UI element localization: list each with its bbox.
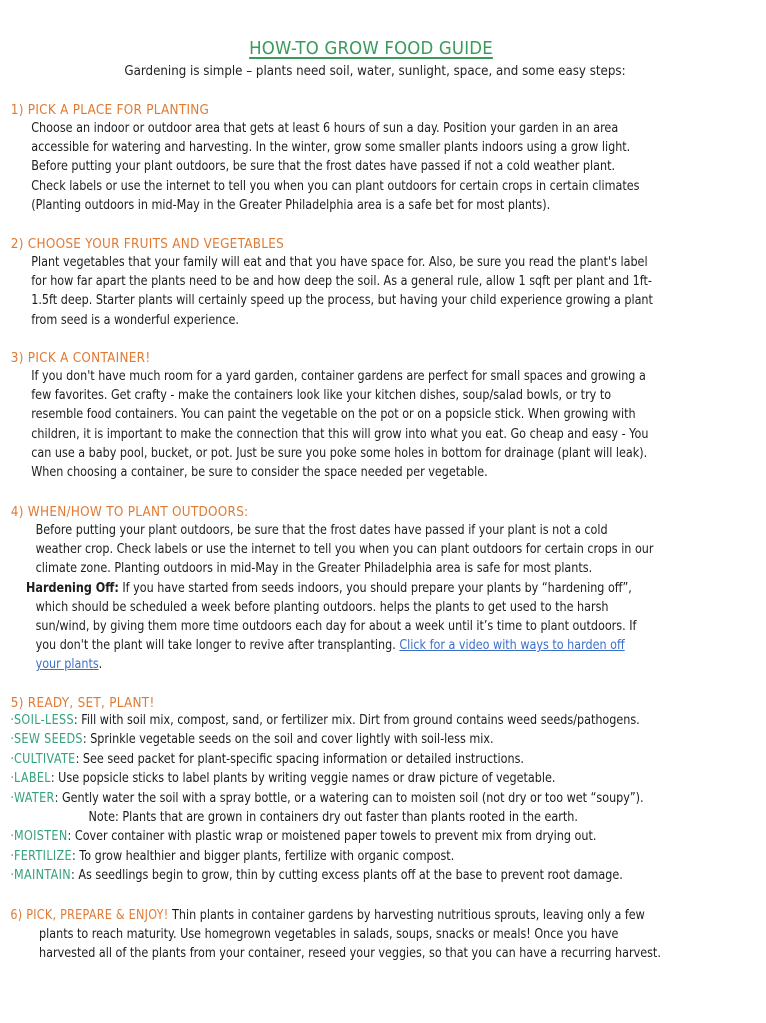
text-line: (Planting outdoors in mid-May in the Greater Philadelphia area is a safe bet for most plants).	[31, 197, 551, 213]
text-line: Check labels or use the internet to tell you when you can plant outdoors for certain crops in certain climates	[31, 178, 640, 194]
section-ready-set-plant	[0, 696, 766, 886]
text-line: If you don't have much room for a yard garden, container gardens are perfect for small spaces and growing a	[31, 369, 646, 384]
step-colon: :	[71, 868, 75, 884]
section-heading: 2) CHOOSE YOUR FRUITS AND VEGETABLES	[10, 237, 285, 252]
text-line: sun/wind, by giving them more time outdoors each day for about a week until it’s time to plant outdoors. If	[35, 619, 637, 635]
text-line: weather crop. Check labels or use the internet to tell you when you can plant outdoors for certain crops in our	[35, 542, 654, 558]
list-item-moisten	[0, 827, 757, 846]
harden-off-video-link[interactable]: Click for a video with ways to harden off	[399, 638, 625, 654]
list-item-sew-seeds	[0, 730, 757, 749]
text-line: children, it is important to make the connection that this will grow into what you eat. Go cheap and easy - You	[31, 426, 649, 442]
period: .	[98, 657, 103, 673]
steps-list	[0, 711, 766, 886]
section-choose-fruits-vegetables	[0, 237, 766, 330]
step-text: Use popsicle sticks to label plants by writing veggie names or draw picture of vegetable.	[54, 771, 556, 787]
text-line	[26, 579, 738, 598]
text-line: accessible for watering and harvesting. In the winter, grow some smaller plants indoors using a grow light.	[31, 140, 631, 156]
section-body	[0, 906, 722, 964]
section-heading: 3) PICK A CONTAINER!	[10, 351, 151, 366]
text-line: Before putting your plant outdoors, be sure that the frost dates have passed if not a cold weather plant.	[31, 159, 616, 175]
text-line: Before putting your plant outdoors, be sure that the frost dates have passed if your plant is not a cold	[35, 523, 608, 538]
text-line	[26, 636, 738, 655]
text-line	[10, 906, 722, 925]
step-text: Cover container with plastic wrap or moistened paper towels to prevent mix from drying out.	[71, 829, 597, 845]
list-item-label	[0, 769, 757, 788]
step-colon: :	[54, 790, 59, 806]
harden-off-video-link-continued[interactable]: your plants	[35, 657, 99, 673]
water-note: Note: Plants that are grown in containers dry out faster than plants rooted in the earth.	[88, 810, 578, 826]
bullet-icon: ·	[10, 848, 14, 864]
text-line: Choose an indoor or outdoor area that gets at least 6 hours of sun a day. Position your garden in an area	[31, 121, 619, 136]
section-heading: 1) PICK A PLACE FOR PLANTING	[10, 103, 210, 118]
text-line: can use a baby pool, bucket, or pot. Just be sure you poke some holes in bottom for drainage (plant will leak).	[31, 445, 648, 461]
text-line: 1.5ft deep. Starter plants will certainly speed up the process, but having your child experience growing a plant	[31, 293, 653, 309]
bullet-icon: ·	[10, 751, 14, 767]
step-term: MOISTEN	[13, 829, 68, 845]
bullet-icon: ·	[10, 732, 14, 748]
step-colon: :	[75, 751, 80, 767]
section-text: Thin plants in container gardens by harvesting nutritious sprouts, leaving only a few	[168, 908, 645, 923]
step-text: To grow healthier and bigger plants, fertilize with organic compost.	[75, 848, 455, 864]
section-pick-prepare-enjoy	[0, 906, 766, 964]
section-body	[0, 521, 747, 579]
hardening-off-text: If you have started from seeds indoors, you should prepare your plants by “hardening off”,	[118, 580, 632, 596]
page-title: HOW-TO GROW FOOD GUIDE	[249, 38, 493, 59]
step-term: SOIL-LESS	[13, 713, 74, 728]
text-line: resemble food containers. You can paint the vegetable on the pot or on a popsicle stick. When growing with	[31, 407, 636, 423]
text-line: from seed is a wonderful experience.	[31, 312, 239, 328]
list-item-maintain	[0, 866, 757, 885]
step-colon: :	[73, 713, 78, 728]
text-line: climate zone. Planting outdoors in mid-May in the Greater Philadelphia area is safe for most plants.	[35, 561, 593, 577]
step-term: MAINTAIN	[13, 868, 72, 884]
section-when-how-to-plant-outdoors	[0, 505, 766, 675]
page-subtitle: Gardening is simple – plants need soil, water, sunlight, space, and some easy steps:	[124, 64, 626, 79]
step-colon: :	[82, 732, 87, 748]
step-text: Fill with soil mix, compost, sand, or fertilizer mix. Dirt from ground contains weed seeds/pathogens.	[77, 713, 640, 728]
section-body	[0, 253, 743, 330]
section-body	[0, 367, 743, 482]
step-colon: :	[71, 848, 76, 864]
section-heading: 5) READY, SET, PLANT!	[10, 696, 155, 711]
text-line: for how far apart the plants need to be and how deep the soil. As a general rule, allow 1 sqft per plant and 1ft-	[31, 274, 652, 290]
step-term: SEW SEEDS	[13, 732, 83, 748]
bullet-icon: ·	[10, 713, 14, 728]
hardening-off-label: Hardening Off:	[26, 580, 119, 596]
step-text: As seedlings begin to grow, thin by cutting excess plants off at the base to prevent root damage.	[74, 868, 623, 884]
section-body	[0, 119, 743, 215]
list-item-water	[0, 789, 757, 808]
section-pick-a-place	[0, 103, 766, 215]
list-item-cultivate	[0, 750, 757, 769]
text-line: few favorites. Get crafty - make the containers look like your kitchen dishes, soup/salad bowls, or try to	[31, 388, 612, 404]
section-heading: 6) PICK, PREPARE & ENJOY!	[10, 908, 169, 923]
bullet-icon: ·	[10, 829, 14, 845]
step-term: WATER	[13, 790, 55, 806]
text-line: Plant vegetables that your family will eat and that you have space for. Also, be sure you read the plant's label	[31, 255, 648, 270]
step-term: LABEL	[13, 771, 51, 787]
text-line: harvested all of the plants from your container, reseed your veggies, so that you can have a recurring harvest.	[39, 946, 661, 962]
text-line: When choosing a container, be sure to consider the space needed per vegetable.	[31, 465, 488, 481]
text-line: plants to reach maturity. Use homegrown vegetables in salads, soups, snacks or meals! Once you have	[39, 927, 619, 943]
step-term: CULTIVATE	[13, 751, 76, 767]
text-line: which should be scheduled a week before planting outdoors. helps the plants to get used to the harsh	[35, 599, 609, 615]
step-colon: :	[50, 771, 55, 787]
hardening-off-paragraph	[0, 579, 738, 675]
step-colon: :	[67, 829, 72, 845]
bullet-icon: ·	[10, 790, 14, 806]
step-text: See seed packet for plant-specific spacing information or detailed instructions.	[79, 751, 524, 767]
section-heading: 4) WHEN/HOW TO PLANT OUTDOORS:	[10, 505, 249, 520]
text-line	[26, 655, 738, 674]
section-pick-a-container	[0, 351, 766, 482]
bullet-icon: ·	[10, 868, 14, 884]
step-text: Gently water the soil with a spray bottle, or a watering can to moisten soil (not dry or too wet “soupy”).	[58, 790, 644, 806]
step-text: Sprinkle vegetable seeds on the soil and cover lightly with soil-less mix.	[86, 732, 494, 748]
list-item-soil-less	[0, 711, 757, 730]
bullet-icon: ·	[10, 771, 14, 787]
list-item-fertilize	[0, 847, 757, 866]
step-term: FERTILIZE	[13, 848, 72, 864]
hardening-off-text: you don't the plant will take longer to revive after transplanting.	[35, 638, 400, 654]
